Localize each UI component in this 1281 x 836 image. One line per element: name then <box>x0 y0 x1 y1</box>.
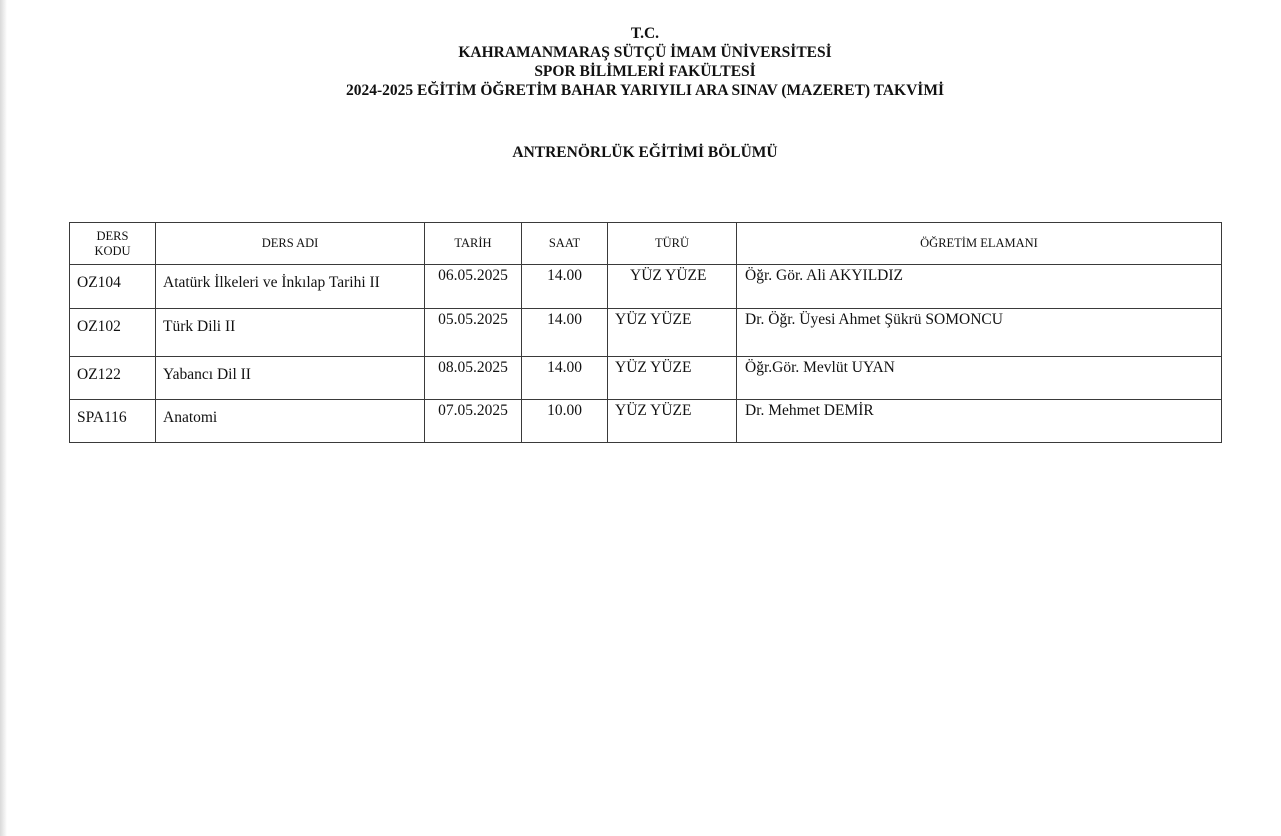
header-line-calendar-title: 2024-2025 EĞİTİM ÖĞRETİM BAHAR YARIYILI ARA SINAV (MAZERET) TAKVİMİ <box>346 82 944 99</box>
column-header-instructor: ÖĞRETİM ELAMANI <box>737 223 1222 265</box>
course-code: OZ122 <box>70 357 156 400</box>
column-header-code-line2: KODU <box>94 243 131 258</box>
header-line-university: KAHRAMANMARAŞ SÜTÇÜ İMAM ÜNİVERSİTESİ <box>458 44 832 61</box>
instructor: Dr. Mehmet DEMİR <box>737 400 1222 443</box>
column-header-type: TÜRÜ <box>608 223 737 265</box>
table-row <box>70 309 1222 357</box>
table-header-row <box>70 223 1222 265</box>
column-header-code <box>70 223 156 265</box>
exam-time: 10.00 <box>522 400 608 443</box>
exam-type: YÜZ YÜZE <box>608 309 737 357</box>
course-name: Türk Dili II <box>156 309 425 357</box>
exam-date: 07.05.2025 <box>425 400 522 443</box>
department-title: ANTRENÖRLÜK EĞİTİMİ BÖLÜMÜ <box>512 144 778 161</box>
instructor: Öğr. Gör. Ali AKYILDIZ <box>737 265 1222 309</box>
course-code: OZ102 <box>70 309 156 357</box>
exam-date: 05.05.2025 <box>425 309 522 357</box>
page-edge-shadow <box>0 0 7 836</box>
table-row <box>70 265 1222 309</box>
instructor: Dr. Öğr. Üyesi Ahmet Şükrü SOMONCU <box>737 309 1222 357</box>
column-header-time: SAAT <box>522 223 608 265</box>
course-name: Yabancı Dil II <box>156 357 425 400</box>
exam-date: 06.05.2025 <box>425 265 522 309</box>
header-line-tc: T.C. <box>630 25 660 42</box>
exam-type: YÜZ YÜZE <box>608 265 737 309</box>
column-header-name: DERS ADI <box>156 223 425 265</box>
column-header-code-line1: DERS <box>96 228 129 243</box>
column-header-date: TARİH <box>425 223 522 265</box>
table-row <box>70 357 1222 400</box>
exam-time: 14.00 <box>522 265 608 309</box>
exam-schedule-table <box>69 222 1222 443</box>
course-code: OZ104 <box>70 265 156 309</box>
instructor: Öğr.Gör. Mevlüt UYAN <box>737 357 1222 400</box>
exam-date: 08.05.2025 <box>425 357 522 400</box>
course-code: SPA116 <box>70 400 156 443</box>
course-name: Anatomi <box>156 400 425 443</box>
table-row <box>70 400 1222 443</box>
exam-type: YÜZ YÜZE <box>608 357 737 400</box>
exam-time: 14.00 <box>522 357 608 400</box>
exam-time: 14.00 <box>522 309 608 357</box>
document-header <box>0 24 1281 100</box>
header-line-faculty: SPOR BİLİMLERİ FAKÜLTESİ <box>534 63 756 80</box>
exam-type: YÜZ YÜZE <box>608 400 737 443</box>
course-name: Atatürk İlkeleri ve İnkılap Tarihi II <box>156 265 425 309</box>
